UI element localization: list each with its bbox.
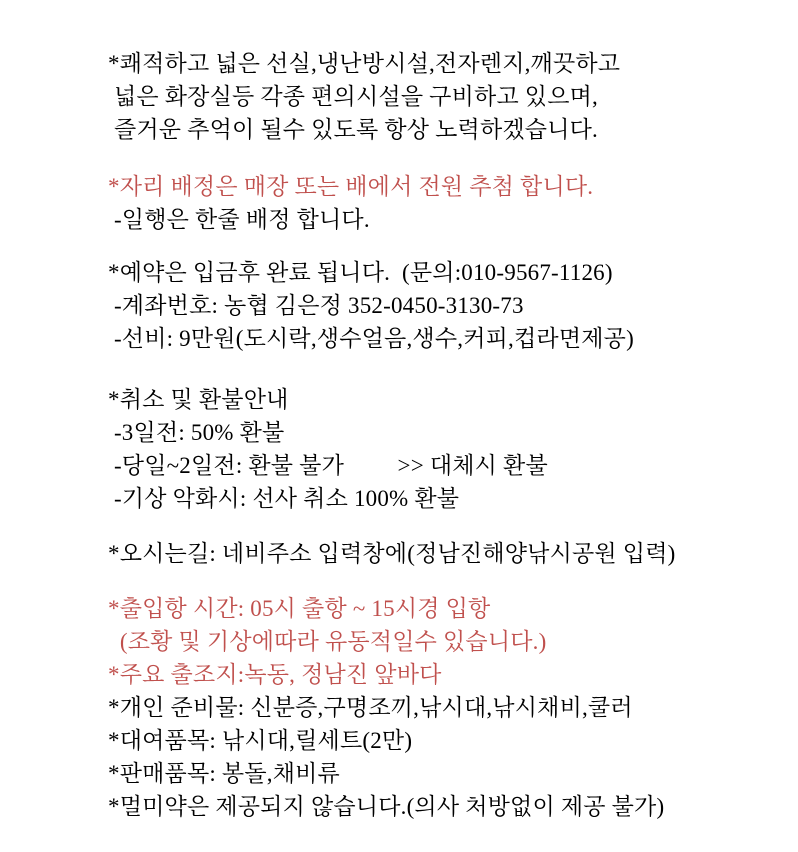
- section-reservation: [108, 256, 788, 355]
- facilities-line-1: *쾌적하고 넓은 선실,냉난방시설,전자렌지,깨끗하고: [108, 51, 621, 76]
- fishing-spot-line: *주요 출조지:녹동, 정남진 앞바다: [108, 662, 442, 687]
- rental-items-line: *대여품목: 낚시대,릴세트(2만): [108, 728, 413, 753]
- refund-3days-line: -3일전: 50% 환불: [108, 420, 285, 445]
- seasickness-notice-line: *멀미약은 제공되지 않습니다.(의사 처방없이 제공 불가): [108, 794, 665, 819]
- section-directions: [108, 537, 788, 570]
- seat-assignment-detail: -일행은 한줄 배정 합니다.: [108, 207, 370, 232]
- schedule-note-line: (조황 및 기상에따라 유동적일수 있습니다.): [108, 629, 547, 654]
- facilities-line-2: 넓은 화장실등 각종 편의시설을 구비하고 있으며,: [108, 84, 599, 109]
- section-refund: [108, 383, 788, 515]
- sale-items-line: *판매품목: 봉돌,채비류: [108, 761, 340, 786]
- section-schedule: [108, 592, 788, 691]
- refund-title-line: *취소 및 환불안내: [108, 387, 289, 412]
- refund-sameday-line: -당일~2일전: 환불 불가 >> 대체시 환불: [108, 453, 548, 478]
- refund-weather-line: -기상 악화시: 선사 취소 100% 환불: [108, 486, 460, 511]
- boat-fee-line: -선비: 9만원(도시락,생수얼음,생수,커피,컵라면제공): [108, 326, 634, 351]
- section-seat-assignment: [108, 170, 788, 236]
- facilities-line-3: 즐거운 추억이 될수 있도록 항상 노력하겠습니다.: [108, 117, 599, 142]
- personal-items-line: *개인 준비물: 신분증,구명조끼,낚시대,낚시채비,쿨러: [108, 695, 633, 720]
- directions-line: *오시는길: 네비주소 입력창에(정남진해양낚시공원 입력): [108, 541, 676, 566]
- account-number-line: -계좌번호: 농협 김은정 352-0450-3130-73: [108, 293, 524, 318]
- reservation-contact-line: *예약은 입금후 완료 됩니다. (문의:010-9567-1126): [108, 260, 613, 285]
- seat-assignment-title: *자리 배정은 매장 또는 배에서 전원 추첨 합니다.: [108, 174, 594, 199]
- section-items: [108, 691, 788, 823]
- section-facilities: [108, 47, 788, 146]
- departure-time-line: *출입항 시간: 05시 출항 ~ 15시경 입항: [108, 596, 491, 621]
